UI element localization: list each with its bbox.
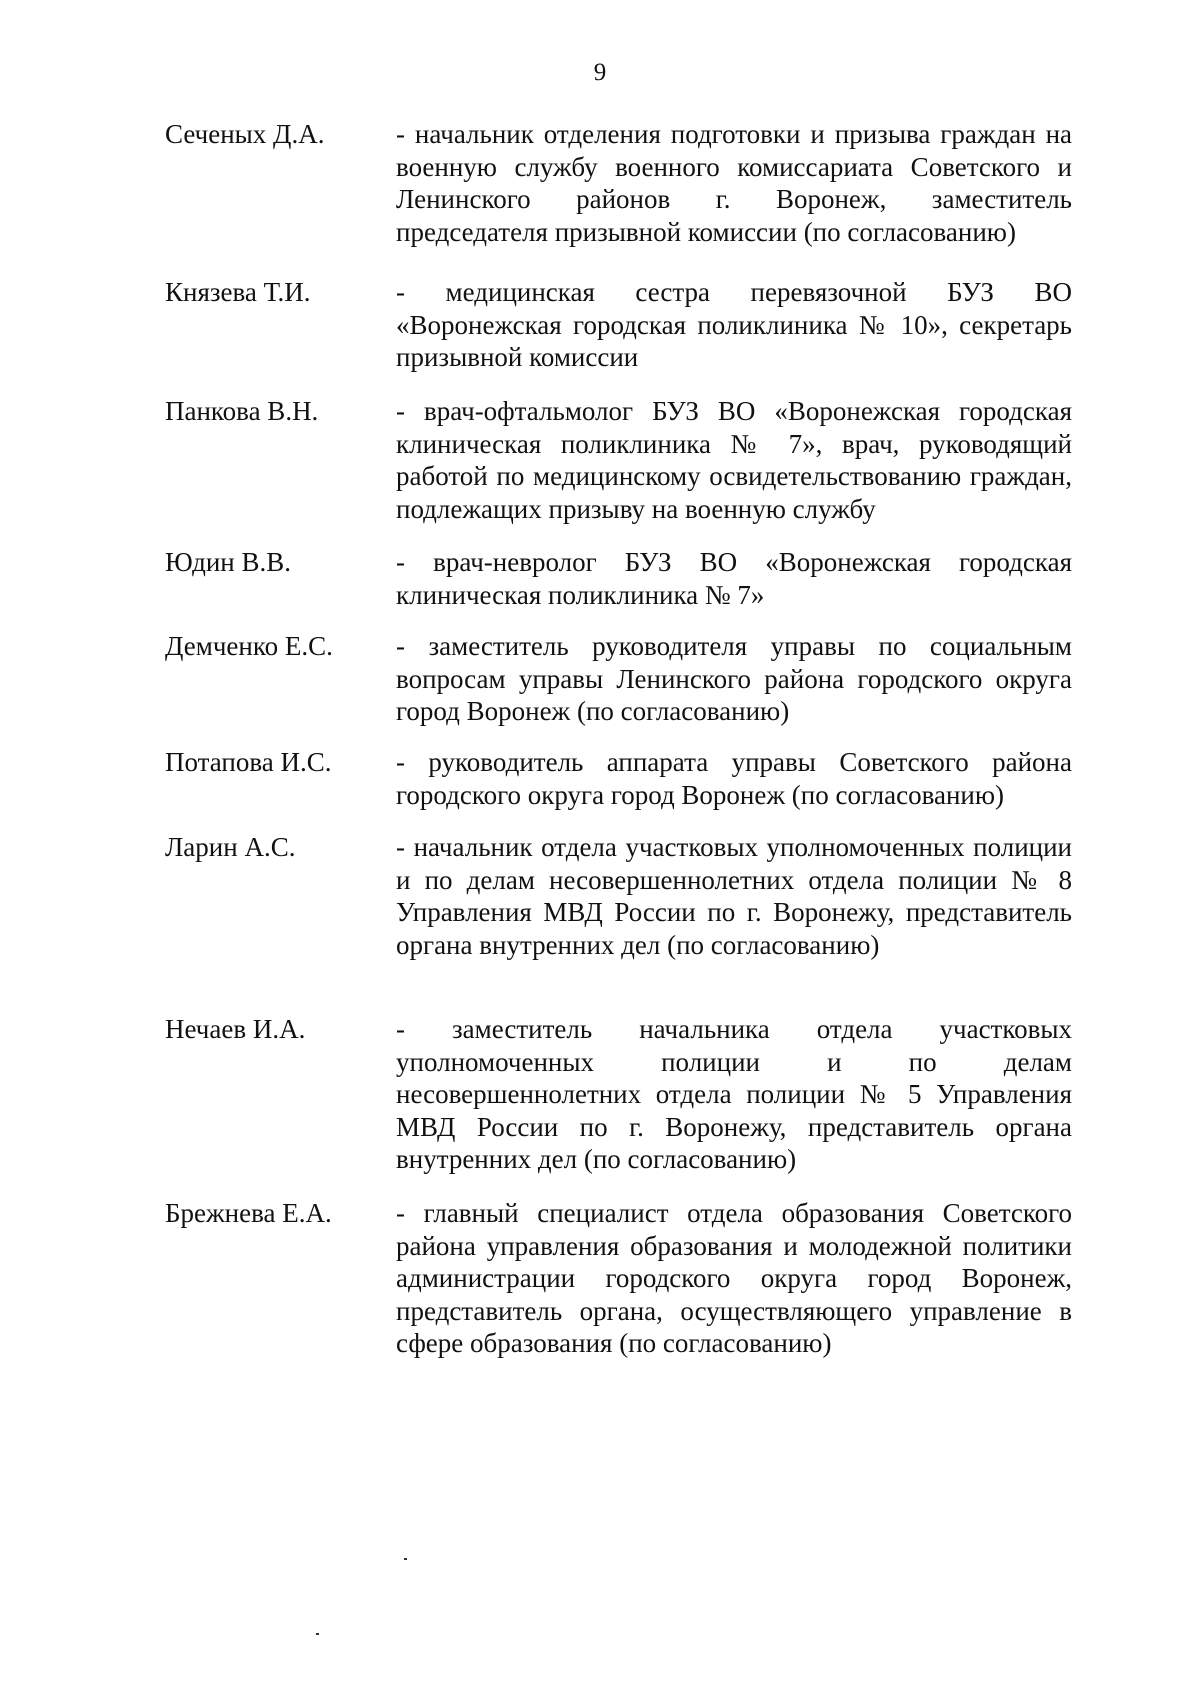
member-description: - начальник отделения подготовки и призыва граждан на военную службу военного комиссариата Советского и Ленинского районов г. Воронеж, заместитель председателя призывной комиссии (по согласованию) [396,119,1072,247]
member-description: - начальник отдела участковых уполномоченных полиции и по делам несовершеннолетних отдела полиции № 8 Управления МВД России по г. Воронежу, представитель органа внутренних дел (по согласованию) [396,832,1072,960]
member-name: Сеченых Д.А. [165,119,325,149]
member-description: - заместитель руководителя управы по социальным вопросам управы Ленинского района городского округа город Воронеж (по согласованию) [396,631,1072,726]
scan-speck [404,1558,407,1560]
member-description: - заместитель начальника отдела участковых уполномоченных полиции и по делам несовершеннолетних отдела полиции № 5 Управления МВД России по г. Воронежу, представитель органа внутренних дел (по согласованию) [396,1014,1072,1174]
member-name: Брежнева Е.А. [165,1198,332,1228]
member-name: Потапова И.С. [165,747,332,777]
member-name: Панкова В.Н. [165,396,319,426]
member-name: Ларин А.С. [165,832,296,862]
member-name: Нечаев И.А. [165,1014,306,1044]
member-name: Демченко Е.С. [165,631,333,661]
member-description: - врач-офтальмолог БУЗ ВО «Воронежская городская клиническая поликлиника № 7», врач, руководящий работой по медицинскому освидетельствованию граждан, подлежащих призыву на военную службу [396,396,1072,524]
scan-speck [316,1633,319,1635]
member-name: Юдин В.В. [165,547,291,577]
member-description: - врач-невролог БУЗ ВО «Воронежская городская клиническая поликлиника № 7» [396,547,1072,610]
member-description: - руководитель аппарата управы Советского района городского округа город Воронеж (по согласованию) [396,747,1072,810]
member-name: Князева Т.И. [165,277,311,307]
page-number: 9 [593,59,607,86]
member-description: - медицинская сестра перевязочной БУЗ ВО «Воронежская городская поликлиника № 10», секретарь призывной комиссии [396,277,1072,372]
member-description: - главный специалист отдела образования Советского района управления образования и молодежной политики администрации городского округа город Воронеж, представитель органа, осуществляющего управление в сфере образования (по согласованию) [396,1198,1072,1358]
